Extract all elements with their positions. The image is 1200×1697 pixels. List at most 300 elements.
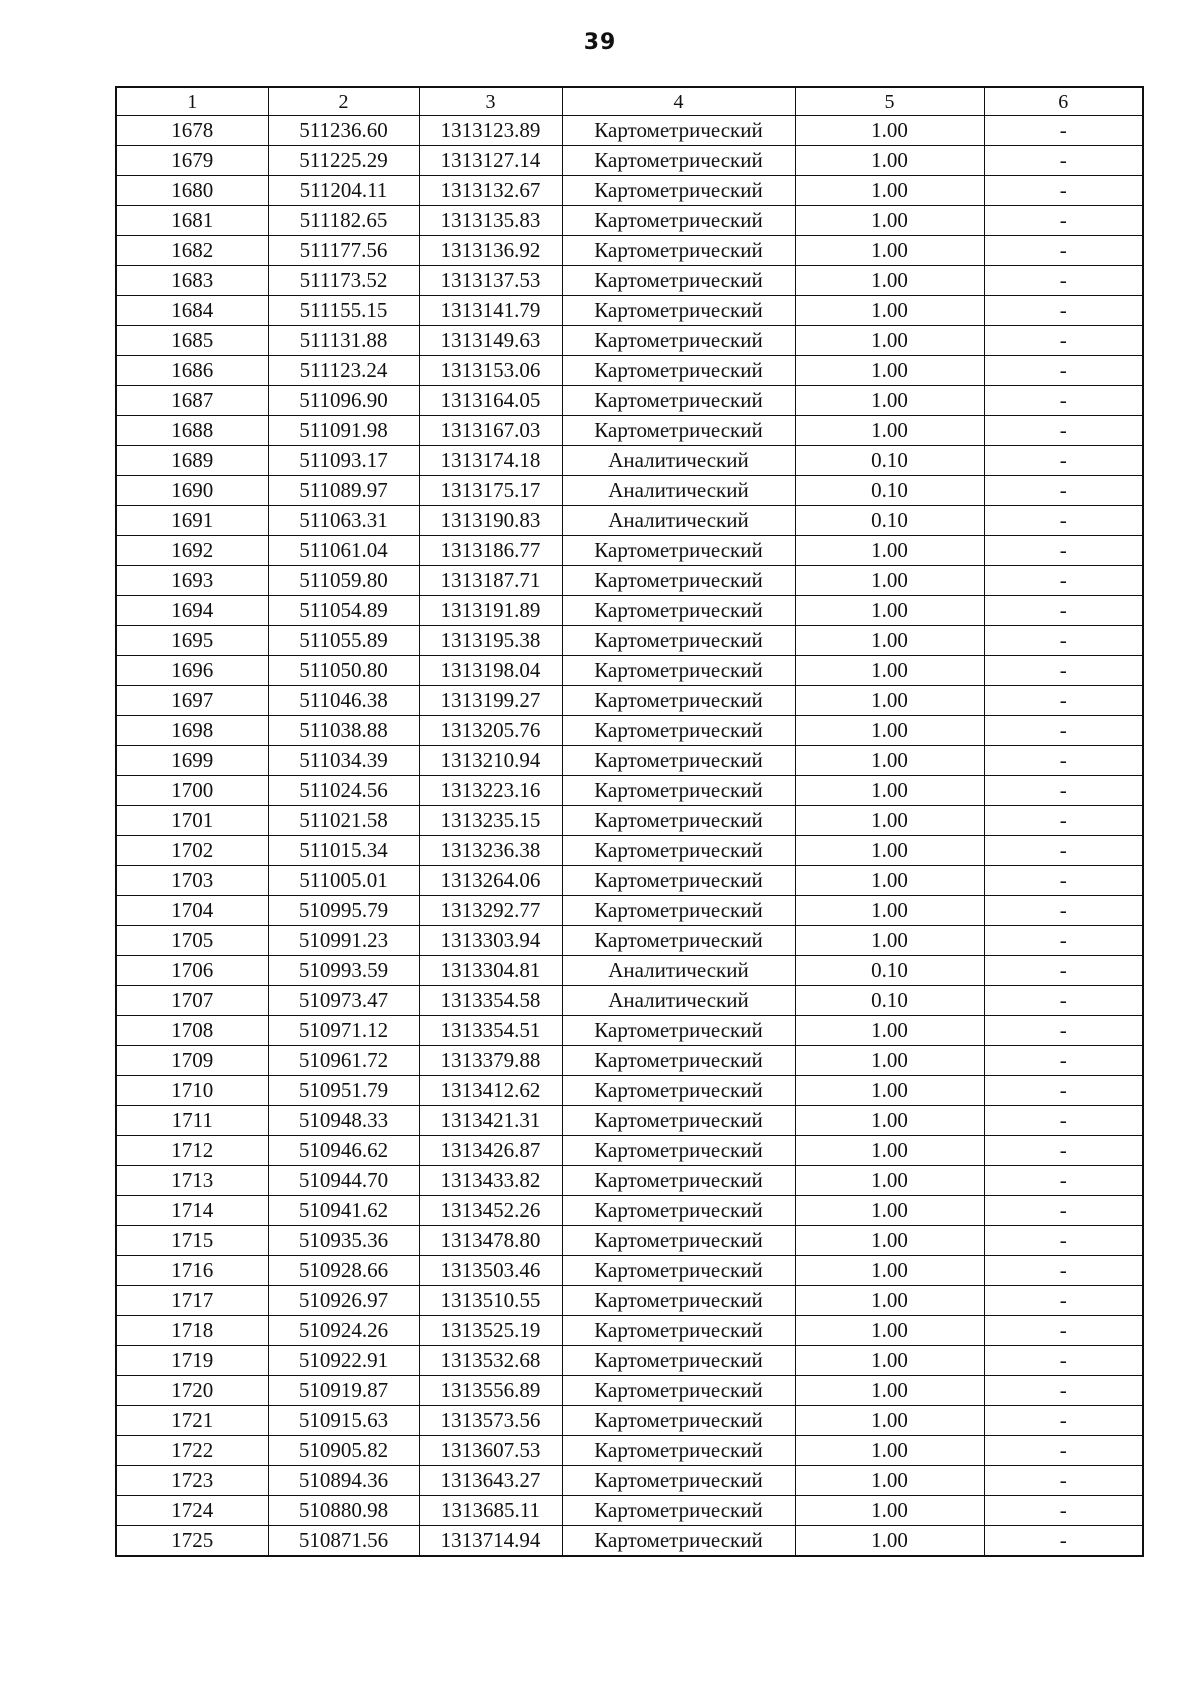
- method-cell: Аналитический: [562, 986, 795, 1016]
- point-number-cell: 1720: [116, 1376, 268, 1406]
- accuracy-cell: 1.00: [795, 566, 984, 596]
- note-cell: -: [984, 1226, 1143, 1256]
- y-coordinate-cell: 1313532.68: [419, 1346, 562, 1376]
- method-cell: Картометрический: [562, 1436, 795, 1466]
- accuracy-cell: 1.00: [795, 1106, 984, 1136]
- y-coordinate-cell: 1313205.76: [419, 716, 562, 746]
- table-row: [116, 656, 1143, 686]
- y-coordinate-cell: 1313235.15: [419, 806, 562, 836]
- table-row: [116, 1406, 1143, 1436]
- table-row: [116, 806, 1143, 836]
- method-cell: Картометрический: [562, 386, 795, 416]
- method-cell: Картометрический: [562, 1406, 795, 1436]
- y-coordinate-cell: 1313191.89: [419, 596, 562, 626]
- table-row: [116, 1196, 1143, 1226]
- y-coordinate-cell: 1313478.80: [419, 1226, 562, 1256]
- x-coordinate-cell: 510961.72: [268, 1046, 419, 1076]
- y-coordinate-cell: 1313190.83: [419, 506, 562, 536]
- y-coordinate-cell: 1313452.26: [419, 1196, 562, 1226]
- x-coordinate-cell: 511093.17: [268, 446, 419, 476]
- note-cell: -: [984, 1316, 1143, 1346]
- y-coordinate-cell: 1313573.56: [419, 1406, 562, 1436]
- x-coordinate-cell: 511155.15: [268, 296, 419, 326]
- x-coordinate-cell: 510991.23: [268, 926, 419, 956]
- table-row: [116, 956, 1143, 986]
- x-coordinate-cell: 511182.65: [268, 206, 419, 236]
- accuracy-cell: 1.00: [795, 1286, 984, 1316]
- x-coordinate-cell: 511024.56: [268, 776, 419, 806]
- x-coordinate-cell: 511204.11: [268, 176, 419, 206]
- point-number-cell: 1689: [116, 446, 268, 476]
- x-coordinate-cell: 511089.97: [268, 476, 419, 506]
- accuracy-cell: 1.00: [795, 1526, 984, 1557]
- accuracy-cell: 1.00: [795, 1436, 984, 1466]
- x-coordinate-cell: 511005.01: [268, 866, 419, 896]
- note-cell: -: [984, 596, 1143, 626]
- accuracy-cell: 0.10: [795, 476, 984, 506]
- point-number-cell: 1722: [116, 1436, 268, 1466]
- note-cell: -: [984, 566, 1143, 596]
- point-number-cell: 1708: [116, 1016, 268, 1046]
- point-number-cell: 1686: [116, 356, 268, 386]
- y-coordinate-cell: 1313264.06: [419, 866, 562, 896]
- y-coordinate-cell: 1313354.58: [419, 986, 562, 1016]
- x-coordinate-cell: 510993.59: [268, 956, 419, 986]
- table-row: [116, 296, 1143, 326]
- note-cell: -: [984, 1076, 1143, 1106]
- method-cell: Картометрический: [562, 896, 795, 926]
- table-row: [116, 386, 1143, 416]
- x-coordinate-cell: 510946.62: [268, 1136, 419, 1166]
- accuracy-cell: 1.00: [795, 206, 984, 236]
- method-cell: Картометрический: [562, 1136, 795, 1166]
- note-cell: -: [984, 806, 1143, 836]
- note-cell: -: [984, 356, 1143, 386]
- table-row: [116, 1316, 1143, 1346]
- accuracy-cell: 1.00: [795, 716, 984, 746]
- x-coordinate-cell: 510926.97: [268, 1286, 419, 1316]
- point-number-cell: 1707: [116, 986, 268, 1016]
- note-cell: -: [984, 1136, 1143, 1166]
- accuracy-cell: 1.00: [795, 926, 984, 956]
- y-coordinate-cell: 1313433.82: [419, 1166, 562, 1196]
- method-cell: Картометрический: [562, 296, 795, 326]
- method-cell: Картометрический: [562, 746, 795, 776]
- note-cell: -: [984, 1406, 1143, 1436]
- note-cell: -: [984, 1436, 1143, 1466]
- point-number-cell: 1700: [116, 776, 268, 806]
- method-cell: Картометрический: [562, 206, 795, 236]
- note-cell: -: [984, 1046, 1143, 1076]
- y-coordinate-cell: 1313379.88: [419, 1046, 562, 1076]
- accuracy-cell: 1.00: [795, 1466, 984, 1496]
- note-cell: -: [984, 656, 1143, 686]
- x-coordinate-cell: 510924.26: [268, 1316, 419, 1346]
- table-row: [116, 266, 1143, 296]
- method-cell: Картометрический: [562, 656, 795, 686]
- accuracy-cell: 1.00: [795, 1016, 984, 1046]
- x-coordinate-cell: 511131.88: [268, 326, 419, 356]
- method-cell: Картометрический: [562, 266, 795, 296]
- y-coordinate-cell: 1313510.55: [419, 1286, 562, 1316]
- method-cell: Картометрический: [562, 806, 795, 836]
- point-number-cell: 1711: [116, 1106, 268, 1136]
- point-number-cell: 1715: [116, 1226, 268, 1256]
- table-row: [116, 1376, 1143, 1406]
- y-coordinate-cell: 1313525.19: [419, 1316, 562, 1346]
- x-coordinate-cell: 511059.80: [268, 566, 419, 596]
- x-coordinate-cell: 511063.31: [268, 506, 419, 536]
- accuracy-cell: 0.10: [795, 506, 984, 536]
- accuracy-cell: 1.00: [795, 536, 984, 566]
- note-cell: -: [984, 716, 1143, 746]
- accuracy-cell: 1.00: [795, 776, 984, 806]
- accuracy-cell: 1.00: [795, 296, 984, 326]
- column-header: 5: [795, 87, 984, 116]
- point-number-cell: 1678: [116, 116, 268, 146]
- point-number-cell: 1683: [116, 266, 268, 296]
- method-cell: Картометрический: [562, 1106, 795, 1136]
- accuracy-cell: 1.00: [795, 806, 984, 836]
- note-cell: -: [984, 1496, 1143, 1526]
- accuracy-cell: 1.00: [795, 176, 984, 206]
- x-coordinate-cell: 511177.56: [268, 236, 419, 266]
- method-cell: Картометрический: [562, 416, 795, 446]
- note-cell: -: [984, 1466, 1143, 1496]
- method-cell: Картометрический: [562, 1046, 795, 1076]
- y-coordinate-cell: 1313153.06: [419, 356, 562, 386]
- point-number-cell: 1688: [116, 416, 268, 446]
- column-header: 4: [562, 87, 795, 116]
- method-cell: Картометрический: [562, 866, 795, 896]
- accuracy-cell: 1.00: [795, 896, 984, 926]
- note-cell: -: [984, 446, 1143, 476]
- accuracy-cell: 1.00: [795, 1406, 984, 1436]
- y-coordinate-cell: 1313149.63: [419, 326, 562, 356]
- y-coordinate-cell: 1313354.51: [419, 1016, 562, 1046]
- note-cell: -: [984, 1346, 1143, 1376]
- y-coordinate-cell: 1313292.77: [419, 896, 562, 926]
- table-row: [116, 626, 1143, 656]
- method-cell: Аналитический: [562, 956, 795, 986]
- note-cell: -: [984, 146, 1143, 176]
- y-coordinate-cell: 1313186.77: [419, 536, 562, 566]
- table-row: [116, 746, 1143, 776]
- method-cell: Картометрический: [562, 146, 795, 176]
- point-number-cell: 1684: [116, 296, 268, 326]
- note-cell: -: [984, 206, 1143, 236]
- table-row: [116, 1166, 1143, 1196]
- x-coordinate-cell: 510971.12: [268, 1016, 419, 1046]
- y-coordinate-cell: 1313503.46: [419, 1256, 562, 1286]
- method-cell: Картометрический: [562, 356, 795, 386]
- method-cell: Картометрический: [562, 1376, 795, 1406]
- x-coordinate-cell: 510935.36: [268, 1226, 419, 1256]
- x-coordinate-cell: 510894.36: [268, 1466, 419, 1496]
- accuracy-cell: 1.00: [795, 1046, 984, 1076]
- table-row: [116, 596, 1143, 626]
- method-cell: Картометрический: [562, 1346, 795, 1376]
- point-number-cell: 1710: [116, 1076, 268, 1106]
- y-coordinate-cell: 1313123.89: [419, 116, 562, 146]
- x-coordinate-cell: 511038.88: [268, 716, 419, 746]
- accuracy-cell: 1.00: [795, 1316, 984, 1346]
- x-coordinate-cell: 511055.89: [268, 626, 419, 656]
- column-header: 6: [984, 87, 1143, 116]
- accuracy-cell: 1.00: [795, 386, 984, 416]
- point-number-cell: 1725: [116, 1526, 268, 1557]
- point-number-cell: 1714: [116, 1196, 268, 1226]
- accuracy-cell: 1.00: [795, 1346, 984, 1376]
- x-coordinate-cell: 510915.63: [268, 1406, 419, 1436]
- x-coordinate-cell: 510928.66: [268, 1256, 419, 1286]
- table-row: [116, 986, 1143, 1016]
- method-cell: Картометрический: [562, 236, 795, 266]
- accuracy-cell: 1.00: [795, 686, 984, 716]
- y-coordinate-cell: 1313137.53: [419, 266, 562, 296]
- y-coordinate-cell: 1313556.89: [419, 1376, 562, 1406]
- y-coordinate-cell: 1313685.11: [419, 1496, 562, 1526]
- accuracy-cell: 0.10: [795, 986, 984, 1016]
- column-header: 2: [268, 87, 419, 116]
- table-row: [116, 776, 1143, 806]
- point-number-cell: 1697: [116, 686, 268, 716]
- method-cell: Картометрический: [562, 566, 795, 596]
- table-row: [116, 686, 1143, 716]
- accuracy-cell: 1.00: [795, 116, 984, 146]
- table-row: [116, 416, 1143, 446]
- table-row: [116, 1286, 1143, 1316]
- x-coordinate-cell: 510922.91: [268, 1346, 419, 1376]
- table-row: [116, 446, 1143, 476]
- point-number-cell: 1691: [116, 506, 268, 536]
- note-cell: -: [984, 896, 1143, 926]
- y-coordinate-cell: 1313132.67: [419, 176, 562, 206]
- method-cell: Картометрический: [562, 1496, 795, 1526]
- accuracy-cell: 1.00: [795, 416, 984, 446]
- table-row: [116, 326, 1143, 356]
- y-coordinate-cell: 1313199.27: [419, 686, 562, 716]
- note-cell: -: [984, 1106, 1143, 1136]
- note-cell: -: [984, 326, 1143, 356]
- table-row: [116, 236, 1143, 266]
- table-row: [116, 1466, 1143, 1496]
- x-coordinate-cell: 510973.47: [268, 986, 419, 1016]
- table-row: [116, 176, 1143, 206]
- table-row: [116, 1016, 1143, 1046]
- note-cell: -: [984, 926, 1143, 956]
- column-header: 3: [419, 87, 562, 116]
- accuracy-cell: 1.00: [795, 236, 984, 266]
- method-cell: Картометрический: [562, 836, 795, 866]
- method-cell: Картометрический: [562, 626, 795, 656]
- point-number-cell: 1703: [116, 866, 268, 896]
- x-coordinate-cell: 511173.52: [268, 266, 419, 296]
- x-coordinate-cell: 510944.70: [268, 1166, 419, 1196]
- x-coordinate-cell: 510995.79: [268, 896, 419, 926]
- note-cell: -: [984, 1016, 1143, 1046]
- table-row: [116, 896, 1143, 926]
- note-cell: -: [984, 986, 1143, 1016]
- note-cell: -: [984, 176, 1143, 206]
- point-number-cell: 1690: [116, 476, 268, 506]
- method-cell: Картометрический: [562, 716, 795, 746]
- point-number-cell: 1702: [116, 836, 268, 866]
- method-cell: Картометрический: [562, 1076, 795, 1106]
- accuracy-cell: 0.10: [795, 446, 984, 476]
- note-cell: -: [984, 1286, 1143, 1316]
- y-coordinate-cell: 1313607.53: [419, 1436, 562, 1466]
- x-coordinate-cell: 511021.58: [268, 806, 419, 836]
- point-number-cell: 1719: [116, 1346, 268, 1376]
- point-number-cell: 1682: [116, 236, 268, 266]
- y-coordinate-cell: 1313303.94: [419, 926, 562, 956]
- point-number-cell: 1712: [116, 1136, 268, 1166]
- point-number-cell: 1701: [116, 806, 268, 836]
- page-number: 39: [583, 30, 617, 55]
- point-number-cell: 1692: [116, 536, 268, 566]
- y-coordinate-cell: 1313426.87: [419, 1136, 562, 1166]
- y-coordinate-cell: 1313643.27: [419, 1466, 562, 1496]
- accuracy-cell: 0.10: [795, 956, 984, 986]
- point-number-cell: 1680: [116, 176, 268, 206]
- y-coordinate-cell: 1313135.83: [419, 206, 562, 236]
- note-cell: -: [984, 416, 1143, 446]
- note-cell: -: [984, 626, 1143, 656]
- note-cell: -: [984, 836, 1143, 866]
- note-cell: -: [984, 1376, 1143, 1406]
- note-cell: -: [984, 686, 1143, 716]
- note-cell: -: [984, 536, 1143, 566]
- column-header: 1: [116, 87, 268, 116]
- accuracy-cell: 1.00: [795, 746, 984, 776]
- y-coordinate-cell: 1313304.81: [419, 956, 562, 986]
- table-row: [116, 1496, 1143, 1526]
- method-cell: Картометрический: [562, 1286, 795, 1316]
- note-cell: -: [984, 266, 1143, 296]
- point-number-cell: 1698: [116, 716, 268, 746]
- method-cell: Картометрический: [562, 926, 795, 956]
- table-row: [116, 716, 1143, 746]
- table-row: [116, 836, 1143, 866]
- point-number-cell: 1713: [116, 1166, 268, 1196]
- point-number-cell: 1724: [116, 1496, 268, 1526]
- y-coordinate-cell: 1313141.79: [419, 296, 562, 326]
- x-coordinate-cell: 510871.56: [268, 1526, 419, 1557]
- y-coordinate-cell: 1313174.18: [419, 446, 562, 476]
- note-cell: -: [984, 506, 1143, 536]
- accuracy-cell: 1.00: [795, 866, 984, 896]
- y-coordinate-cell: 1313421.31: [419, 1106, 562, 1136]
- method-cell: Картометрический: [562, 1526, 795, 1557]
- x-coordinate-cell: 511091.98: [268, 416, 419, 446]
- note-cell: -: [984, 746, 1143, 776]
- table-body: [116, 116, 1143, 1557]
- note-cell: -: [984, 296, 1143, 326]
- y-coordinate-cell: 1313164.05: [419, 386, 562, 416]
- point-number-cell: 1687: [116, 386, 268, 416]
- point-number-cell: 1705: [116, 926, 268, 956]
- method-cell: Картометрический: [562, 1166, 795, 1196]
- accuracy-cell: 1.00: [795, 1376, 984, 1406]
- note-cell: -: [984, 236, 1143, 266]
- table-row: [116, 1256, 1143, 1286]
- y-coordinate-cell: 1313136.92: [419, 236, 562, 266]
- point-number-cell: 1721: [116, 1406, 268, 1436]
- y-coordinate-cell: 1313223.16: [419, 776, 562, 806]
- accuracy-cell: 1.00: [795, 836, 984, 866]
- accuracy-cell: 1.00: [795, 266, 984, 296]
- accuracy-cell: 1.00: [795, 1226, 984, 1256]
- method-cell: Картометрический: [562, 776, 795, 806]
- table-row: [116, 566, 1143, 596]
- accuracy-cell: 1.00: [795, 1136, 984, 1166]
- x-coordinate-cell: 510951.79: [268, 1076, 419, 1106]
- table-row: [116, 356, 1143, 386]
- point-number-cell: 1706: [116, 956, 268, 986]
- header-row: [116, 87, 1143, 116]
- x-coordinate-cell: 511225.29: [268, 146, 419, 176]
- accuracy-cell: 1.00: [795, 146, 984, 176]
- note-cell: -: [984, 386, 1143, 416]
- accuracy-cell: 1.00: [795, 326, 984, 356]
- x-coordinate-cell: 510905.82: [268, 1436, 419, 1466]
- method-cell: Аналитический: [562, 506, 795, 536]
- point-number-cell: 1693: [116, 566, 268, 596]
- y-coordinate-cell: 1313210.94: [419, 746, 562, 776]
- x-coordinate-cell: 510880.98: [268, 1496, 419, 1526]
- x-coordinate-cell: 511050.80: [268, 656, 419, 686]
- point-number-cell: 1709: [116, 1046, 268, 1076]
- method-cell: Картометрический: [562, 596, 795, 626]
- accuracy-cell: 1.00: [795, 356, 984, 386]
- method-cell: Картометрический: [562, 176, 795, 206]
- x-coordinate-cell: 511046.38: [268, 686, 419, 716]
- method-cell: Картометрический: [562, 1226, 795, 1256]
- table-row: [116, 536, 1143, 566]
- y-coordinate-cell: 1313236.38: [419, 836, 562, 866]
- x-coordinate-cell: 510941.62: [268, 1196, 419, 1226]
- point-number-cell: 1695: [116, 626, 268, 656]
- table-row: [116, 506, 1143, 536]
- point-number-cell: 1685: [116, 326, 268, 356]
- y-coordinate-cell: 1313167.03: [419, 416, 562, 446]
- y-coordinate-cell: 1313127.14: [419, 146, 562, 176]
- point-number-cell: 1699: [116, 746, 268, 776]
- point-number-cell: 1704: [116, 896, 268, 926]
- note-cell: -: [984, 866, 1143, 896]
- note-cell: -: [984, 476, 1143, 506]
- note-cell: -: [984, 956, 1143, 986]
- method-cell: Аналитический: [562, 476, 795, 506]
- point-number-cell: 1718: [116, 1316, 268, 1346]
- x-coordinate-cell: 511236.60: [268, 116, 419, 146]
- x-coordinate-cell: 510948.33: [268, 1106, 419, 1136]
- note-cell: -: [984, 1196, 1143, 1226]
- point-number-cell: 1696: [116, 656, 268, 686]
- method-cell: Картометрический: [562, 1466, 795, 1496]
- method-cell: Картометрический: [562, 1256, 795, 1286]
- coordinates-table: [115, 86, 1144, 1557]
- table-row: [116, 116, 1143, 146]
- table-row: [116, 866, 1143, 896]
- accuracy-cell: 1.00: [795, 1166, 984, 1196]
- method-cell: Картометрический: [562, 116, 795, 146]
- x-coordinate-cell: 511123.24: [268, 356, 419, 386]
- table-row: [116, 1046, 1143, 1076]
- table-header: [116, 87, 1143, 116]
- accuracy-cell: 1.00: [795, 1076, 984, 1106]
